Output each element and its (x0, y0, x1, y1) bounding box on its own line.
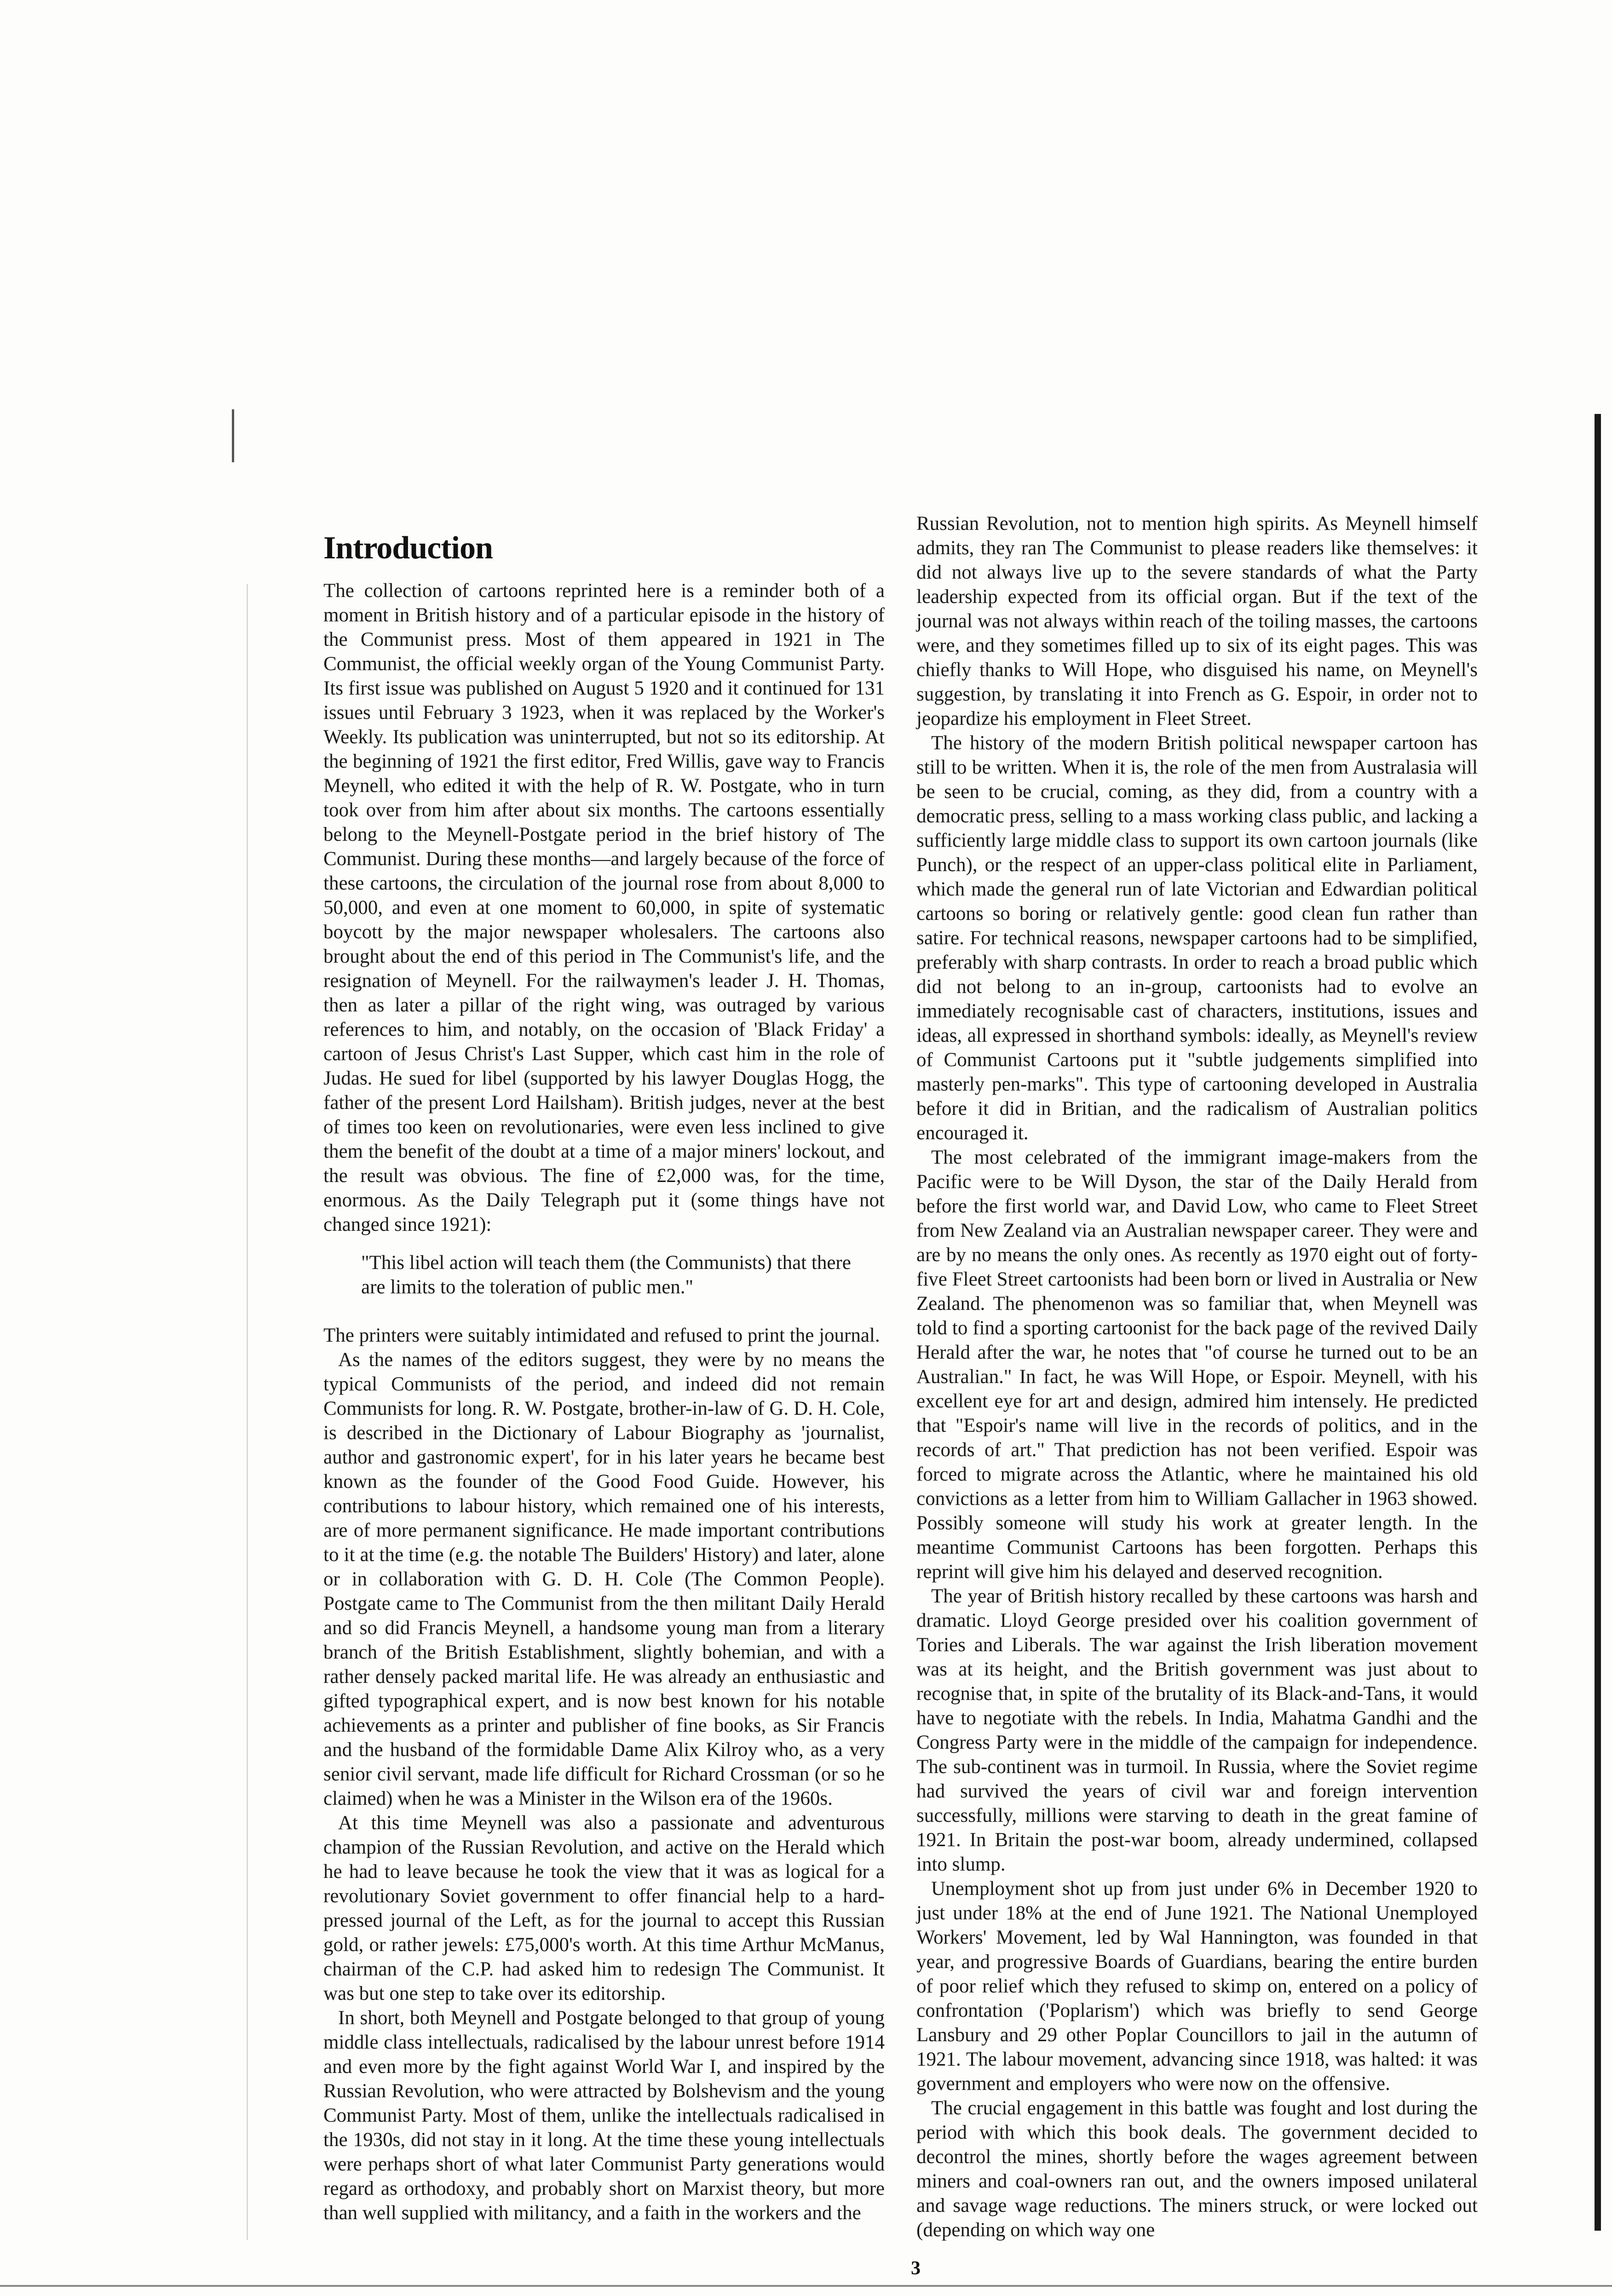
paragraph: As the names of the editors suggest, they were by no means the typical Communists of the period, and indeed did not remain Communists for long. R. W. Postgate, brother-in-law of G. D. H. Cole, is described in the Dictionary of Labour Biography as 'journalist, author and gastronomic expert', for in his later years he became best known as the founder of the Good Food Guide. However, his contributions to labour history, which remained one of his interests, are of more permanent significance. He made important contributions to it at the time (e.g. the notable The Builders' History) and later, alone or in collaboration with G. D. H. Cole (The Common People). Postgate came to The Communist from the then militant Daily Herald and so did Francis Meynell, a handsome young man from a literary branch of the British Establishment, slightly bohemian, and with a rather densely packed marital life. He was already an enthusiastic and gifted typographical expert, and is now best known for his notable achievements as a printer and publisher of fine books, as Sir Francis and the husband of the formidable Dame Alix Kilroy who, as a very senior civil servant, made life difficult for Richard Crossman (or so he claimed) when he was a Minister in the Wilson era of the 1960s. (323, 1349, 885, 1809)
paragraph: The year of British history recalled by these cartoons was harsh and dramatic. Lloyd George presided over his coalition government of Tories and Liberals. The war against the Irish liberation movement was at its height, and the British government was just about to recognise that, in spite of the brutality of its Black-and-Tans, it would have to negotiate with the rebels. In India, Mahatma Gandhi and the Congress Party were in the middle of the campaign for independence. The sub-continent was in turmoil. In Russia, where the Soviet regime had survived the years of civil war and foreign intervention successfully, millions were starving to death in the great famine of 1921. In Britain the post-war boom, already undermined, collapsed into slump. (916, 1585, 1478, 1875)
paragraph: The history of the modern British political newspaper cartoon has still to be written. When it is, the role of the men from Australasia will be seen to be crucial, coming, as they did, from a country with a democratic press, selling to a mass working class public, and lacking a sufficiently large middle class to support its own cartoon journals (like Punch), or the respect of an upper-class political elite in Parliament, which made the general run of late Victorian and Edwardian political cartoons so boring or relatively gentle: good clean fun rather than satire. For technical reasons, newspaper cartoons had to be simplified, preferably with sharp contrasts. In order to reach a broad public which did not belong to an in-group, cartoonists had to evolve an immediately recognisable cast of characters, institutions, issues and ideas, all expressed in shorthand symbols: ideally, as Meynell's review of Communist Cartoons put it "subtle judgements simplified into masterly pen-marks". This type of cartooning developed in Australia before it did in Britian, and the radicalism of Australian politics encouraged it. (916, 732, 1478, 1144)
paragraph: At this time Meynell was also a passionate and adventurous champion of the Russian Revolution, and active on the Herald which he had to leave because he took the view that it was as logical for a revolutionary Soviet government to offer financial help to a hard-pressed journal of the Left, as for the journal to accept this Russian gold, or rather jewels: £75,000's worth. At this time Arthur McManus, chairman of the C.P. had asked him to redesign The Communist. It was but one step to take over its editorship. (323, 1812, 885, 2004)
right-column (916, 511, 1478, 2242)
section-heading: Introduction (323, 530, 493, 566)
paragraph: Russian Revolution, not to mention high spirits. As Meynell himself admits, they ran The Communist to please readers like themselves: it did not always live up to the severe standards of what the Party leadership expected from its official organ. But if the text of the journal was not always within reach of the toiling masses, the cartoons were, and they sometimes filled up to six of its eight pages. This was chiefly thanks to Will Hope, who disguised his name, on Meynell's suggestion, by translating it into French as G. Espoir, in order not to jeopardize his employment in Fleet Street. (916, 513, 1478, 729)
block-quote: "This libel action will teach them (the Communists) that there are limits to the toleration of public men." (361, 1252, 851, 1298)
paragraph: The collection of cartoons reprinted here is a reminder both of a moment in British history and of a particular episode in the history of the Communist press. Most of them appeared in 1921 in The Communist, the official weekly organ of the Young Communist Party. Its first issue was published on August 5 1920 and it continued for 131 issues until February 3 1923, when it was replaced by the Worker's Weekly. Its publication was uninterrupted, but not so its editorship. At the beginning of 1921 the first editor, Fred Willis, gave way to Francis Meynell, who edited it with the help of R. W. Postgate, who in turn took over from him after about six months. The cartoons essentially belong to the Meynell-Postgate period in the brief history of The Communist. During these months—and largely because of the force of these cartoons, the circulation of the journal rose from about 8,000 to 50,000, and even at one moment to 60,000, in spite of systematic boycott by the major newspaper wholesalers. The cartoons also brought about the end of this period in The Communist's life, and the resignation of Meynell. For the railwaymen's leader J. H. Thomas, then as later a pillar of the right wing, was outraged by various references to him, and notably, on the occasion of 'Black Friday' a cartoon of Jesus Christ's Last Supper, which cast him in the role of Judas. He sued for libel (supported by his lawyer Douglas Hogg, the father of the present Lord Hailsham). British judges, never at the best of times too keen on revolutionaries, were even less inclined to give them the benefit of the doubt at a time of a major miners' lockout, and the result was obvious. The fine of £2,000 was, for the time, enormous. As the Daily Telegraph put it (some things have not changed since 1921): (323, 580, 885, 1235)
paragraph: The most celebrated of the immigrant image-makers from the Pacific were to be Will Dyson, the star of the Daily Herald from before the first world war, and David Low, who came to Fleet Street from New Zealand via an Australian newspaper career. They were and are by no means the only ones. As recently as 1970 eight out of forty-five Fleet Street cartoonists had been born or lived in Australia or New Zealand. The phenomenon was so familiar that, when Meynell was told to find a sporting cartoonist for the back page of the revived Daily Herald after the war, he notes that "of course he turned out to be an Australian." In fact, he was Will Hope, or Espoir. Meynell, with his excellent eye for art and design, admired him intensely. He predicted that "Espoir's name will live in the records of politics, and in the records of art." That prediction has not been verified. Espoir was forced to migrate across the Atlantic, where he maintained his old convictions as a letter from him to William Gallacher in 1963 showed. Possibly someone will study his work at greater length. In the meantime Communist Cartoons has been forgotten. Perhaps this reprint will give him his delayed and deserved recognition. (916, 1147, 1478, 1583)
bottom-rule (0, 2285, 1612, 2287)
paragraph: The printers were suitably intimidated and refused to print the journal. (323, 1325, 880, 1346)
paragraph: In short, both Meynell and Postgate belonged to that group of young middle class intellectuals, radicalised by the labour unrest before 1914 and even more by the fight against World War I, and inspired by the Russian Revolution, who were attracted by Bolshevism and the young Communist Party. Most of them, unlike the intellectuals radicalised in the 1930s, did not stay in it long. At the time these young intellectuals were perhaps short of what later Communist Party generations would regard as orthodoxy, and probably short on Marxist theory, but more than well supplied with militancy, and a faith in the workers and the (323, 2007, 885, 2224)
paragraph: The crucial engagement in this battle was fought and lost during the period with which this book deals. The government decided to decontrol the mines, shortly before the wages agreement between miners and coal-owners ran out, and the owners imposed unilateral and savage wage reductions. The miners struck, or were locked out (depending on which way one (916, 2097, 1478, 2241)
left-column (323, 515, 885, 2225)
paragraph: Unemployment shot up from just under 6% in December 1920 to just under 18% at the end of June 1921. The National Unemployed Workers' Movement, led by Wal Hannington, was founded in that year, and progressive Boards of Guardians, bearing the entire burden of poor relief which they refused to skimp on, entered on a policy of confrontation ('Poplarism') which was briefly to send George Lansbury and 29 other Poplar Councillors to jail in the autumn of 1921. The labour movement, advancing since 1918, was halted: it was government and employers who were now on the offensive. (916, 1878, 1478, 2095)
scan-edge-mark (232, 409, 234, 462)
scan-gutter-shadow (247, 584, 248, 2240)
scan-edge-bar (1595, 414, 1601, 2231)
page-number: 3 (911, 2258, 921, 2279)
